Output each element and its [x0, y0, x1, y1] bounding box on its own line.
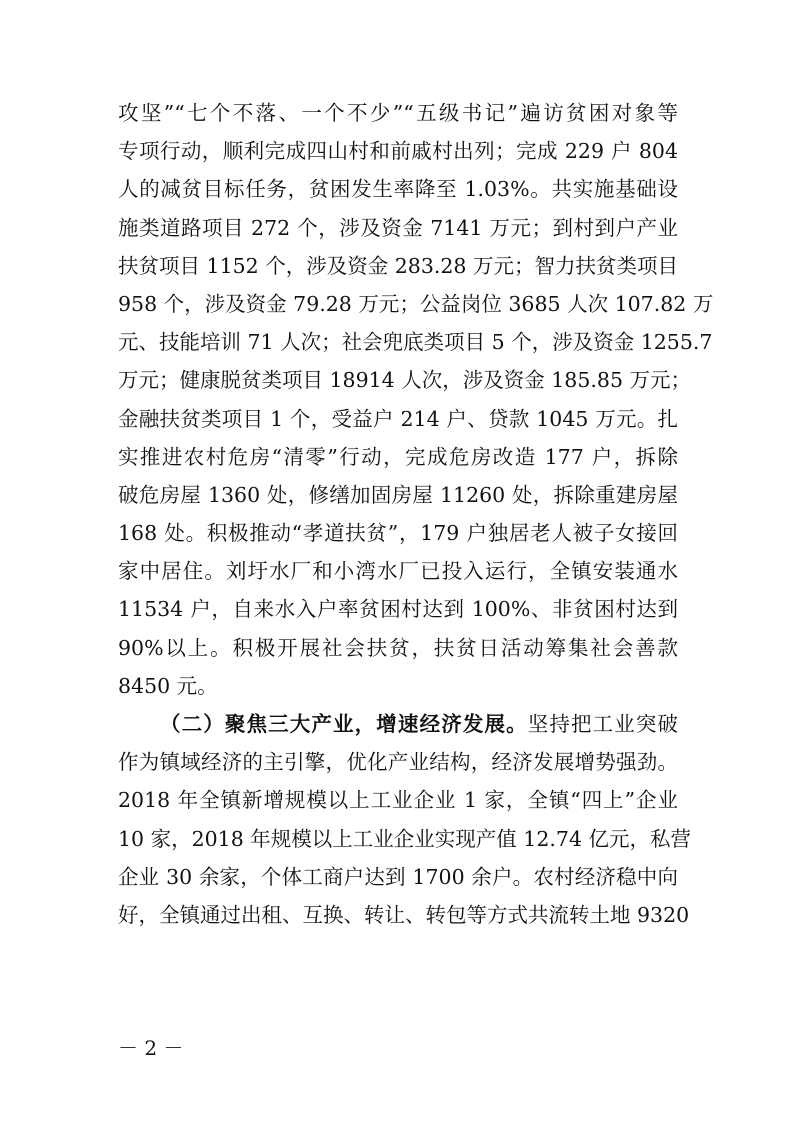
text-line: 168 处。积极推动“孝道扶贫”，179 户独居老人被子女接回	[118, 521, 678, 546]
text-line: 元、技能培训 71 人次；社会兜底类项目 5 个，涉及资金 1255.7	[118, 330, 713, 355]
text-line: 2018 年全镇新增规模以上工业企业 1 家，全镇“四上”企业	[118, 788, 678, 813]
paragraph-poverty-alleviation	[118, 94, 714, 705]
text-line: 作为镇域经济的主引擎，优化产业结构，经济发展增势强劲。	[118, 750, 678, 775]
heading-line-rest: 坚持把工业突破	[527, 712, 679, 736]
text-line: 专项行动，顺利完成四山村和前戚村出列；完成 229 户 804	[118, 139, 678, 164]
text-line: 企业 30 余家，个体工商户达到 1700 余户。农村经济稳中向	[118, 864, 678, 889]
text-line: 10 家，2018 年规模以上工业企业实现产值 12.74 亿元，私营	[118, 826, 692, 851]
text-line: 8450 元。	[118, 673, 218, 698]
text-line: 人的减贫目标任务，贫困发生率降至 1.03%。共实施基础设	[118, 177, 678, 202]
text-line: 好，全镇通过出租、互换、转让、转包等方式共流转土地 9320	[118, 902, 690, 927]
text-line: 攻坚”“七个不落、一个不少”“五级书记”遍访贫困对象等	[118, 101, 678, 125]
text-line: 破危房屋 1360 处，修缮加固房屋 11260 处，拆除重建房屋	[118, 482, 678, 507]
page-number: － 2 －	[118, 1036, 184, 1060]
text-line: 家中居住。刘圩水厂和小湾水厂已投入运行，全镇安装通水	[118, 559, 678, 584]
text-line: 万元；健康脱贫类项目 18914 人次，涉及资金 185.85 万元；	[118, 368, 692, 393]
body-text	[118, 94, 714, 934]
section-heading: （二）聚焦三大产业，增速经济发展。	[160, 712, 528, 736]
text-line: 90%以上。积极开展社会扶贫，扶贫日活动筹集社会善款	[118, 635, 678, 660]
text-line: 958 个，涉及资金 79.28 万元；公益岗位 3685 人次 107.82 万	[118, 291, 714, 316]
text-line: 11534 户，自来水入户率贫困村达到 100%、非贫困村达到	[118, 597, 678, 622]
text-line: 实推进农村危房“清零”行动，完成危房改造 177 户，拆除	[118, 444, 678, 469]
paragraph-economic-development	[118, 705, 692, 934]
text-line: 金融扶贫类项目 1 个，受益户 214 户、贷款 1045 万元。扎	[118, 406, 678, 431]
text-line: 扶贫项目 1152 个，涉及资金 283.28 万元；智力扶贫类项目	[118, 253, 678, 278]
text-line: 施类道路项目 272 个，涉及资金 7141 万元；到村到户产业	[118, 215, 678, 240]
text-line	[118, 705, 678, 743]
